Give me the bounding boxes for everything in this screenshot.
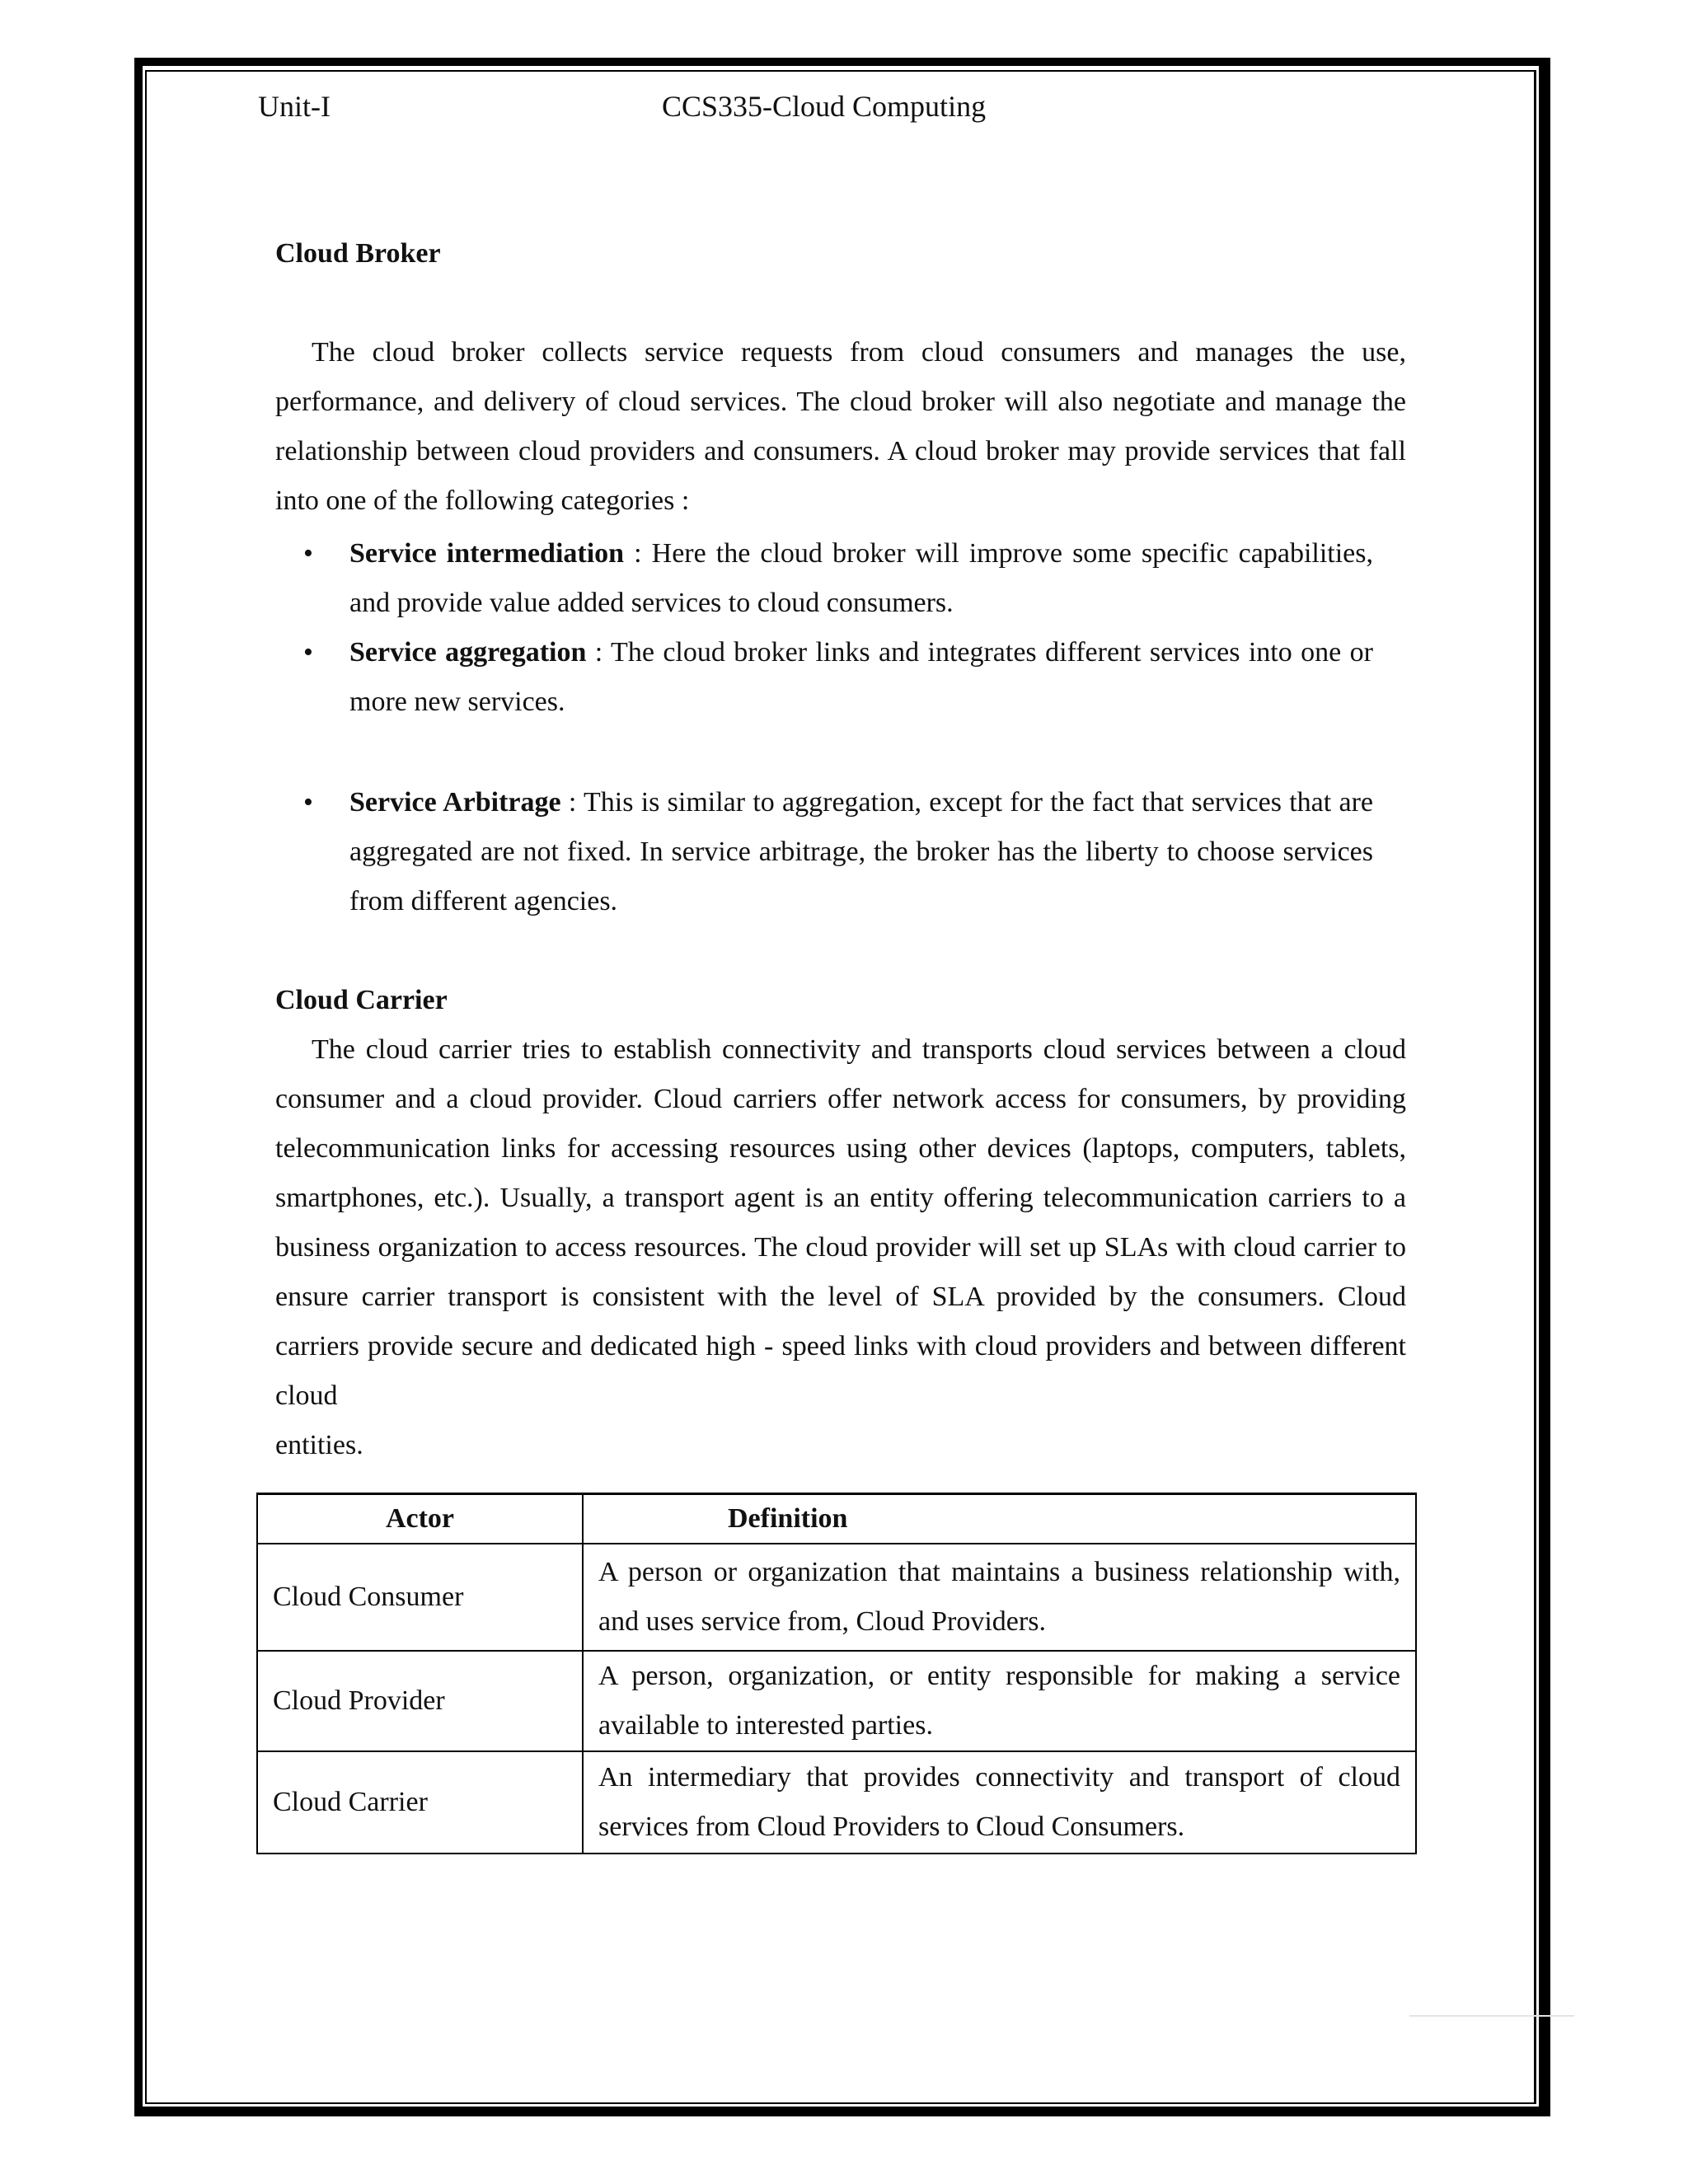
list-item <box>275 529 1406 628</box>
actor-cell: Cloud Provider <box>257 1651 583 1751</box>
column-header-actor: Actor <box>257 1494 583 1544</box>
cloud-carrier-heading: Cloud Carrier <box>275 985 448 1015</box>
table-header-row <box>257 1494 1416 1544</box>
table-row <box>257 1651 1416 1751</box>
actor-cell: Cloud Consumer <box>257 1544 583 1651</box>
bullet-icon: • <box>303 787 313 818</box>
cloud-broker-intro: The cloud broker collects service requests from cloud consumers and manages the use, performance, and delivery of cloud services. The cloud broker will also negotiate and manage the relationship between cloud providers and consumers. A cloud broker may provide services that fall into one of the following categories : <box>275 337 1406 516</box>
bullet-term: Service aggregation <box>349 637 587 668</box>
broker-categories-list <box>275 529 1406 926</box>
bullet-term: Service intermediation <box>349 538 625 569</box>
actor-definition-table <box>256 1493 1417 1854</box>
bullet-text: : This is similar to aggregation, except for the fact that services that are aggregated are not fixed. In service arbitrage, the broker has the liberty to choose services from different agencies. <box>349 787 1373 916</box>
bullet-text: : The cloud broker links and integrates different services into one or more new services. <box>349 637 1373 717</box>
definition-cell: An intermediary that provides connectivity and transport of cloud services from Cloud Providers to Cloud Consumers. <box>583 1751 1416 1854</box>
list-item <box>275 778 1406 926</box>
column-header-definition: Definition <box>583 1494 1416 1544</box>
faint-rule <box>1409 2015 1574 2017</box>
definition-cell: A person, organization, or entity responsible for making a service available to interested parties. <box>583 1651 1416 1751</box>
header-unit: Unit-I <box>258 90 331 123</box>
bullet-text: : Here the cloud broker will improve some specific capabilities, and provide value added services to cloud consumers. <box>349 538 1374 618</box>
definition-cell: A person or organization that maintains a business relationship with, and uses service from, Cloud Providers. <box>583 1544 1416 1651</box>
bullet-term: Service Arbitrage <box>349 787 561 818</box>
bullet-icon: • <box>303 637 313 668</box>
list-item <box>275 628 1406 727</box>
table-row <box>257 1751 1416 1854</box>
header-course: CCS335-Cloud Computing <box>662 90 987 123</box>
cloud-carrier-tail: entities. <box>275 1430 363 1460</box>
page-content <box>275 229 1406 1470</box>
bullet-icon: • <box>303 538 313 569</box>
table-row <box>257 1544 1416 1651</box>
cloud-carrier-body: The cloud carrier tries to establish connectivity and transports cloud services between a cloud consumer and a cloud provider. Cloud carriers offer network access for consumers, by providing telecommunication links for accessing resources using other devices (laptops, computers, tablets, smartphones, etc.). Usually, a transport agent is an entity offering telecommunication carriers to a business organization to access resources. The cloud provider will set up SLAs with cloud carrier to ensure carrier transport is consistent with the level of SLA provided by the consumers. Cloud carriers provide secure and dedicated high - speed links with cloud providers and between different cloud <box>275 1034 1406 1411</box>
actor-cell: Cloud Carrier <box>257 1751 583 1854</box>
cloud-broker-heading: Cloud Broker <box>275 238 441 269</box>
